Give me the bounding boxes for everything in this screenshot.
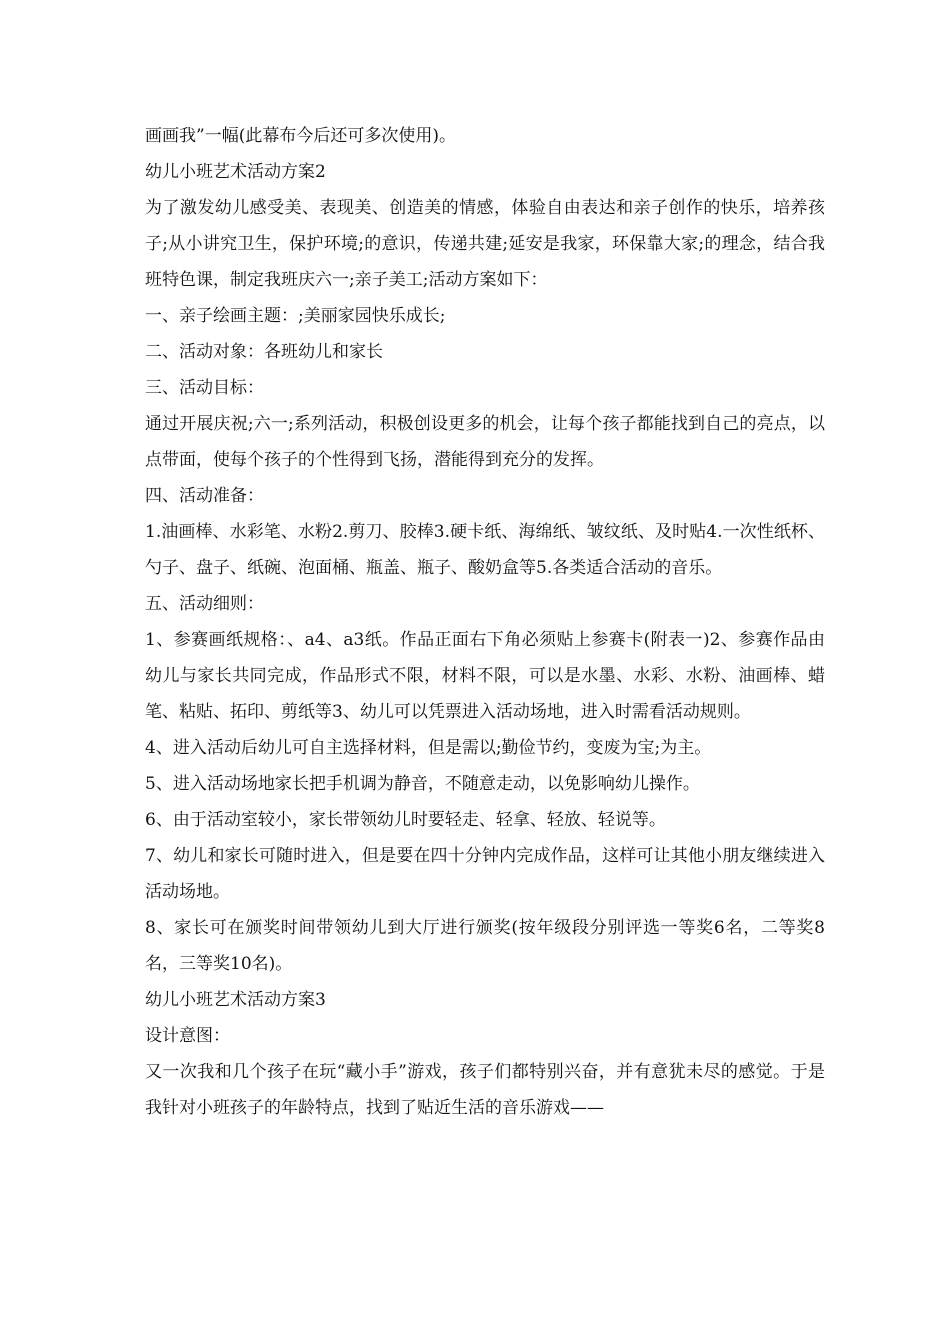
design-intent-heading: 设计意图：: [145, 1026, 230, 1046]
rule-8: 8、家长可在颁奖时间带领幼儿到大厅进行颁奖(按年级段分别评选一等奖6名，二等奖8名，三等奖10名)。: [145, 918, 825, 974]
rule-1-3: 1、参赛画纸规格：、a4、a3纸。作品正面右下角必须贴上参赛卡(附表一)2、参赛作品由幼儿与家长共同完成，作品形式不限，材料不限，可以是水墨、水彩、水粉、油画棒、蜡笔、粘贴、拓印、剪纸等3、幼儿可以凭票进入活动场地，进入时需看活动规则。: [145, 630, 825, 722]
list-item-rules-heading: 五、活动细则：: [145, 594, 264, 614]
rule-5: 5、进入活动场地家长把手机调为静音，不随意走动，以免影响幼儿操作。: [145, 774, 700, 794]
paragraph-intro: 为了激发幼儿感受美、表现美、创造美的情感，体验自由表达和亲子创作的快乐，培养孩子;从小讲究卫生，保护环境;的意识，传递共建;延安是我家，环保靠大家;的理念，结合我班特色课，制定我班庆六一;亲子美工;活动方案如下：: [145, 198, 825, 290]
section-heading-plan-2: 幼儿小班艺术活动方案2: [145, 162, 326, 182]
list-item-goals-heading: 三、活动目标：: [145, 378, 264, 398]
paragraph-materials: 1.油画棒、水彩笔、水粉2.剪刀、胶棒3.硬卡纸、海绵纸、皱纹纸、及时贴4.一次性纸杯、勺子、盘子、纸碗、泡面桶、瓶盖、瓶子、酸奶盒等5.各类适合活动的音乐。: [145, 522, 825, 578]
section-heading-plan-3: 幼儿小班艺术活动方案3: [145, 990, 326, 1010]
rule-7: 7、幼儿和家长可随时进入，但是要在四十分钟内完成作品，这样可让其他小朋友继续进入活动场地。: [145, 846, 825, 902]
rule-6: 6、由于活动室较小，家长带领幼儿时要轻走、轻拿、轻放、轻说等。: [145, 810, 666, 830]
rule-4: 4、进入活动后幼儿可自主选择材料，但是需以;勤俭节约，变废为宝;为主。: [145, 738, 712, 758]
list-item-theme: 一、亲子绘画主题：;美丽家园快乐成长;: [145, 306, 446, 326]
paragraph-goals: 通过开展庆祝;六一;系列活动，积极创设更多的机会，让每个孩子都能找到自己的亮点，以点带面，使每个孩子的个性得到飞扬，潜能得到充分的发挥。: [145, 414, 825, 470]
list-item-participants: 二、活动对象：各班幼儿和家长: [145, 342, 383, 362]
list-item-preparation-heading: 四、活动准备：: [145, 486, 264, 506]
document-body: [145, 118, 825, 1126]
paragraph-design-intent: 又一次我和几个孩子在玩“藏小手”游戏，孩子们都特别兴奋，并有意犹未尽的感觉。于是我针对小班孩子的年龄特点，找到了贴近生活的音乐游戏——: [145, 1062, 825, 1118]
paragraph-continued-curtain: 画画我”一幅(此幕布今后还可多次使用)。: [145, 126, 456, 146]
